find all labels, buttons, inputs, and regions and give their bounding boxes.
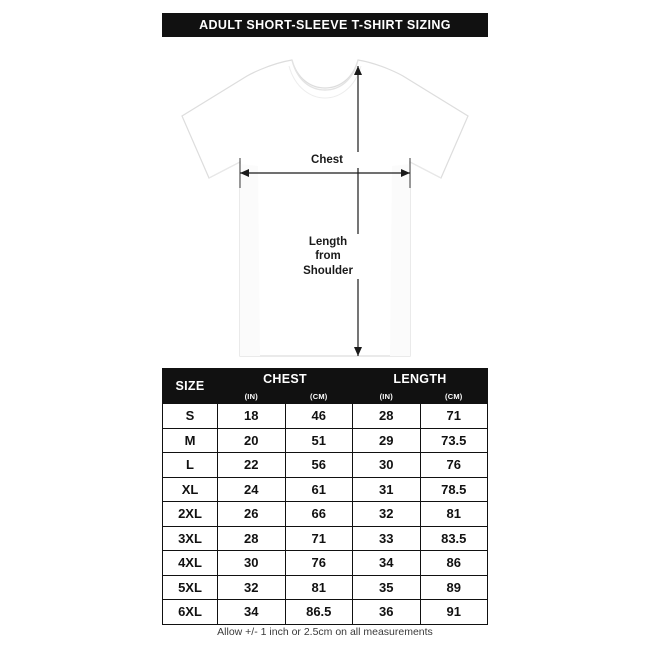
- cell-length-cm: 71: [420, 404, 488, 429]
- tshirt-illustration: [0, 38, 650, 368]
- page-title: ADULT SHORT-SLEEVE T-SHIRT SIZING: [199, 17, 451, 32]
- cell-chest-cm: 51: [285, 428, 353, 453]
- cell-size: S: [163, 404, 218, 429]
- length-measure-label: [292, 234, 364, 279]
- cell-length-cm: 89: [420, 575, 488, 600]
- cell-length-cm: 91: [420, 600, 488, 625]
- cell-size: 3XL: [163, 526, 218, 551]
- size-table-head: [163, 369, 488, 404]
- chest-measure-label: Chest: [284, 152, 370, 168]
- table-row: [163, 502, 488, 527]
- cell-chest-in: 34: [218, 600, 286, 625]
- header-chest-cm: (CM): [285, 390, 353, 404]
- cell-length-cm: 81: [420, 502, 488, 527]
- header-size: SIZE: [163, 369, 218, 404]
- cell-chest-cm: 76: [285, 551, 353, 576]
- size-table: [162, 368, 488, 625]
- cell-length-in: 36: [353, 600, 421, 625]
- cell-chest-cm: 56: [285, 453, 353, 478]
- cell-size: 5XL: [163, 575, 218, 600]
- header-length-cm: (CM): [420, 390, 488, 404]
- header-length-in: (IN): [353, 390, 421, 404]
- cell-length-in: 31: [353, 477, 421, 502]
- cell-size: 6XL: [163, 600, 218, 625]
- header-chest-in: (IN): [218, 390, 286, 404]
- cell-length-in: 30: [353, 453, 421, 478]
- measurement-note: Allow +/- 1 inch or 2.5cm on all measurements: [217, 626, 433, 638]
- cell-length-in: 33: [353, 526, 421, 551]
- cell-chest-in: 32: [218, 575, 286, 600]
- chart-title-bar: [162, 13, 488, 37]
- cell-chest-in: 24: [218, 477, 286, 502]
- table-header-row-main: [163, 369, 488, 390]
- cell-length-cm: 73.5: [420, 428, 488, 453]
- cell-chest-cm: 46: [285, 404, 353, 429]
- cell-chest-cm: 61: [285, 477, 353, 502]
- table-row: [163, 453, 488, 478]
- cell-length-in: 32: [353, 502, 421, 527]
- cell-chest-in: 18: [218, 404, 286, 429]
- table-row: [163, 600, 488, 625]
- table-row: [163, 477, 488, 502]
- cell-size: M: [163, 428, 218, 453]
- cell-chest-cm: 81: [285, 575, 353, 600]
- cell-size: 4XL: [163, 551, 218, 576]
- header-length: LENGTH: [353, 369, 488, 390]
- table-row: [163, 526, 488, 551]
- length-label-line-1: Length: [308, 236, 348, 248]
- cell-chest-in: 28: [218, 526, 286, 551]
- cell-chest-in: 26: [218, 502, 286, 527]
- table-row: [163, 404, 488, 429]
- cell-length-cm: 86: [420, 551, 488, 576]
- cell-length-in: 29: [353, 428, 421, 453]
- shirt-diagram: [0, 38, 650, 368]
- cell-size: L: [163, 453, 218, 478]
- table-row: [163, 551, 488, 576]
- header-chest: CHEST: [218, 369, 353, 390]
- length-label-line-2: from: [315, 250, 341, 263]
- cell-size: 2XL: [163, 502, 218, 527]
- cell-length-cm: 76: [420, 453, 488, 478]
- cell-size: XL: [163, 477, 218, 502]
- cell-length-cm: 78.5: [420, 477, 488, 502]
- cell-chest-cm: 86.5: [285, 600, 353, 625]
- size-table-body: [163, 404, 488, 625]
- cell-chest-cm: 66: [285, 502, 353, 527]
- cell-length-in: 35: [353, 575, 421, 600]
- cell-length-in: 34: [353, 551, 421, 576]
- cell-chest-in: 30: [218, 551, 286, 576]
- table-row: [163, 428, 488, 453]
- cell-chest-in: 22: [218, 453, 286, 478]
- length-label-line-3: Shoulder: [303, 264, 353, 277]
- cell-chest-in: 20: [218, 428, 286, 453]
- cell-length-in: 28: [353, 404, 421, 429]
- cell-chest-cm: 71: [285, 526, 353, 551]
- cell-length-cm: 83.5: [420, 526, 488, 551]
- table-row: [163, 575, 488, 600]
